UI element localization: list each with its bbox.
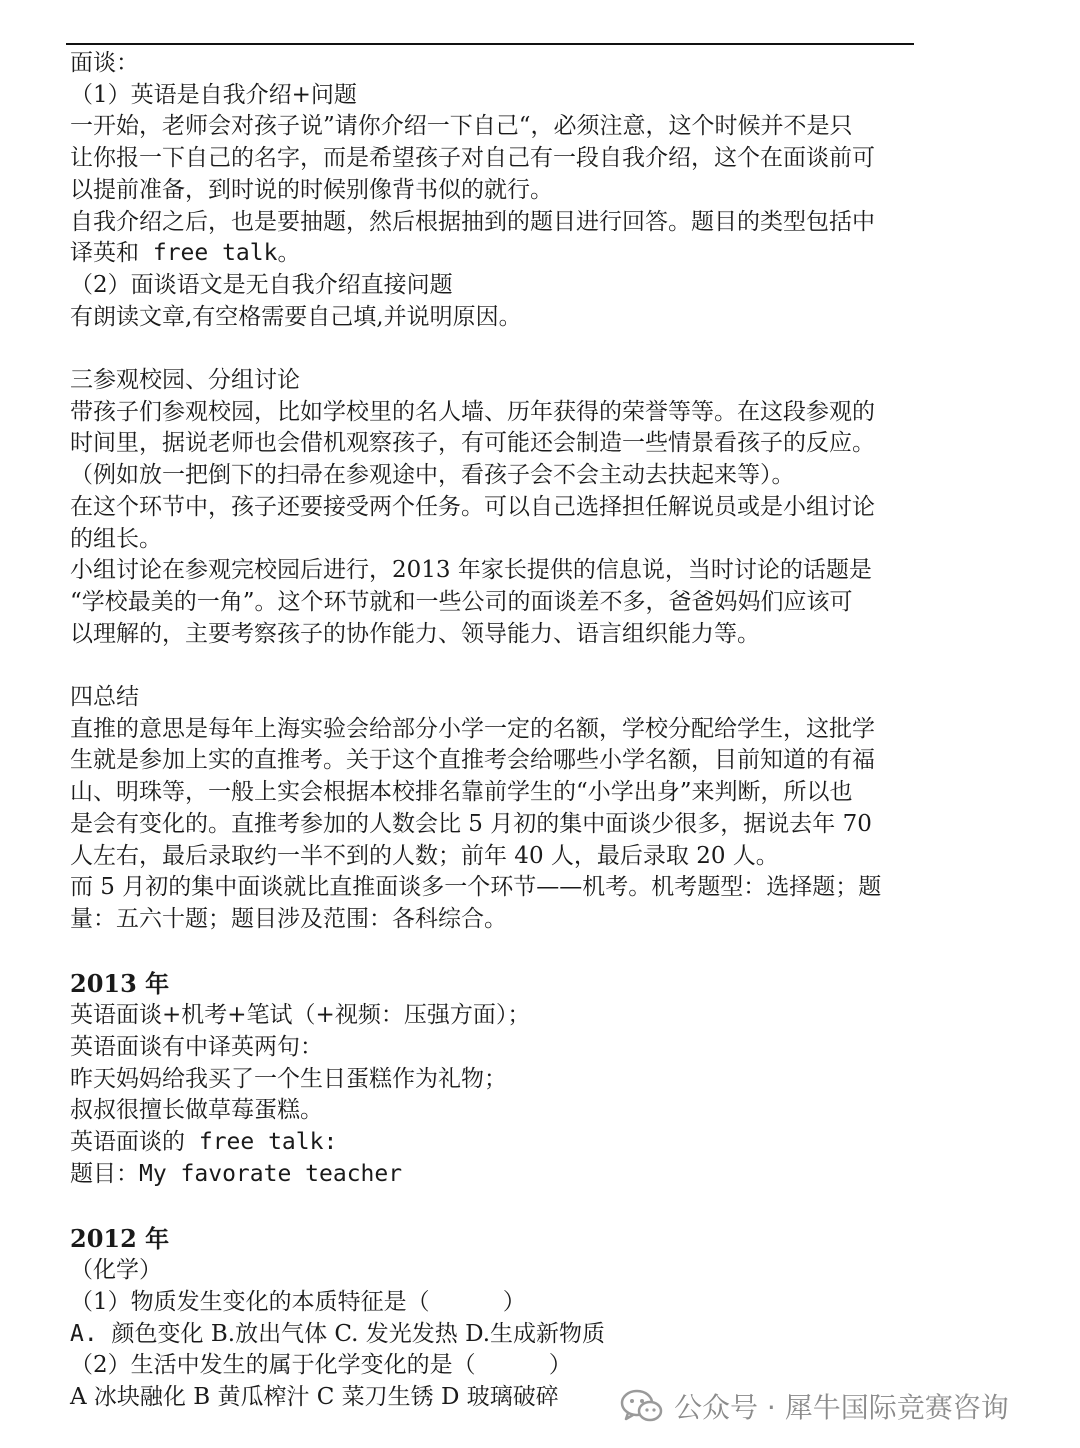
english-para2-line1: 自我介绍之后，也是要抽题，然后根据抽到的题目进行回答。题目的类型包括中 [70,208,875,235]
tour-para2-line2: 的组长。 [70,525,162,552]
spacer [70,1191,920,1223]
chinese-interview-para: 有朗读文章,有空格需要自己填,并说明原因。 [70,303,522,330]
y2012-q1-options [70,1319,920,1351]
y2013-line1: 英语面谈+机考+笔试（+视频：压强方面）； [70,1002,531,1029]
tour-para3-line3: 以理解的，主要考察孩子的协作能力、领导能力、语言组织能力等。 [70,620,760,647]
year-2012-heading: 2012 年 [70,1224,170,1254]
y2013-topic-value: My favorate teacher [139,1160,403,1187]
summary-para2-line2: 量：五六十题；题目涉及范围：各科综合。 [70,905,507,932]
tour-heading: 三参观校园、分组讨论 [70,367,300,394]
tour-para2-line1: 在这个环节中，孩子还要接受两个任务。可以自己选择担任解说员或是小组讨论 [70,493,875,520]
top-rule [66,43,914,45]
tour-para3-line2: “学校最美的一角”。这个环节就和一些公司的面谈差不多，爸爸妈妈们应该可 [70,588,853,615]
spacer [70,333,920,365]
summary-para1-line4: 是会有变化的。直推考参加的人数会比 5 月初的集中面谈少很多，据说去年 70 [70,810,872,837]
spacer [70,936,920,968]
english-para1-line1: 一开始，老师会对孩子说”请你介绍一下自己“，必须注意，这个时候并不是只 [70,113,853,140]
y2013-line2: 英语面谈有中译英两句： [70,1034,323,1061]
y2013-topic-label: 题目： [70,1160,139,1187]
summary-heading: 四总结 [70,684,139,711]
english-para2-line2-latin: free talk。 [139,240,301,267]
english-interview-title: （1）英语是自我介绍+问题 [70,81,357,108]
summary-para2-line1: 而 5 月初的集中面谈就比直推面谈多一个环节——机考。机考题型：选择题；题 [70,874,882,901]
tour-para1-line3: （例如放一把倒下的扫帚在参观途中，看孩子会不会主动去扶起来等）。 [70,462,795,489]
y2012-q1-options-text: 颜色变化 B.放出气体 C. 发光发热 D.生成新物质 [111,1320,606,1347]
summary-para1-line3: 山、明珠等，一般上实会根据本校排名靠前学生的“小学出身”来判断，所以也 [70,779,853,806]
summary-para1-line1: 直推的意思是每年上海实验会给部分小学一定的名额，学校分配给学生，这批学 [70,715,875,742]
spacer [70,650,920,682]
y2013-free-talk-latin: free talk: [185,1129,338,1156]
y2013-line4: 叔叔很擅长做草莓蛋糕。 [70,1097,323,1124]
y2012-q2-options: A 冰块融化 B 黄瓜榨汁 C 菜刀生锈 D 玻璃破碎 [70,1384,559,1411]
english-para2-line2-text: 译英和 [70,240,139,267]
y2012-q1-option-a-label: A. [70,1320,112,1347]
tour-para1-line1: 带孩子们参观校园，比如学校里的名人墙、历年获得的荣誉等等。在这段参观的 [70,398,875,425]
summary-para1-line5: 人左右，最后录取约一半不到的人数；前年 40 人，最后录取 20 人。 [70,842,779,869]
watermark [620,1384,1009,1428]
wechat-icon [620,1388,664,1424]
interview-heading: 面谈： [70,50,139,76]
y2013-topic [70,1159,920,1191]
summary-para1-line2: 生就是参加上实的直推考。关于这个直推考会给哪些小学名额，目前知道的有福 [70,747,875,774]
document-body [70,48,920,1414]
watermark-text: 公众号 · 犀牛国际竞赛咨询 [674,1391,1009,1424]
tour-para3-line1: 小组讨论在参观完校园后进行，2013 年家长提供的信息说，当时讨论的话题是 [70,557,872,584]
english-para1-line2: 让你报一下自己的名字，而是希望孩子对自己有一段自我介绍，这个在面谈前可 [70,145,875,172]
english-para1-line3: 以提前准备，到时说的时候别像背书似的就行。 [70,176,553,203]
y2013-line3: 昨天妈妈给我买了一个生日蛋糕作为礼物； [70,1065,507,1092]
y2012-q1: （1）物质发生变化的本质特征是（ ） [70,1288,526,1315]
chinese-interview-title: （2）面谈语文是无自我介绍直接问题 [70,271,453,298]
tour-para1-line2: 时间里，据说老师也会借机观察孩子，有可能还会制造一些情景看孩子的反应。 [70,430,875,457]
y2013-free-talk-text: 英语面谈的 [70,1129,185,1156]
english-para2-line2 [70,238,920,270]
y2012-q2: （2）生活中发生的属于化学变化的是（ ） [70,1352,572,1379]
y2012-subject: （化学） [70,1257,162,1284]
y2013-free-talk [70,1127,920,1159]
year-2013-heading: 2013 年 [70,969,170,999]
